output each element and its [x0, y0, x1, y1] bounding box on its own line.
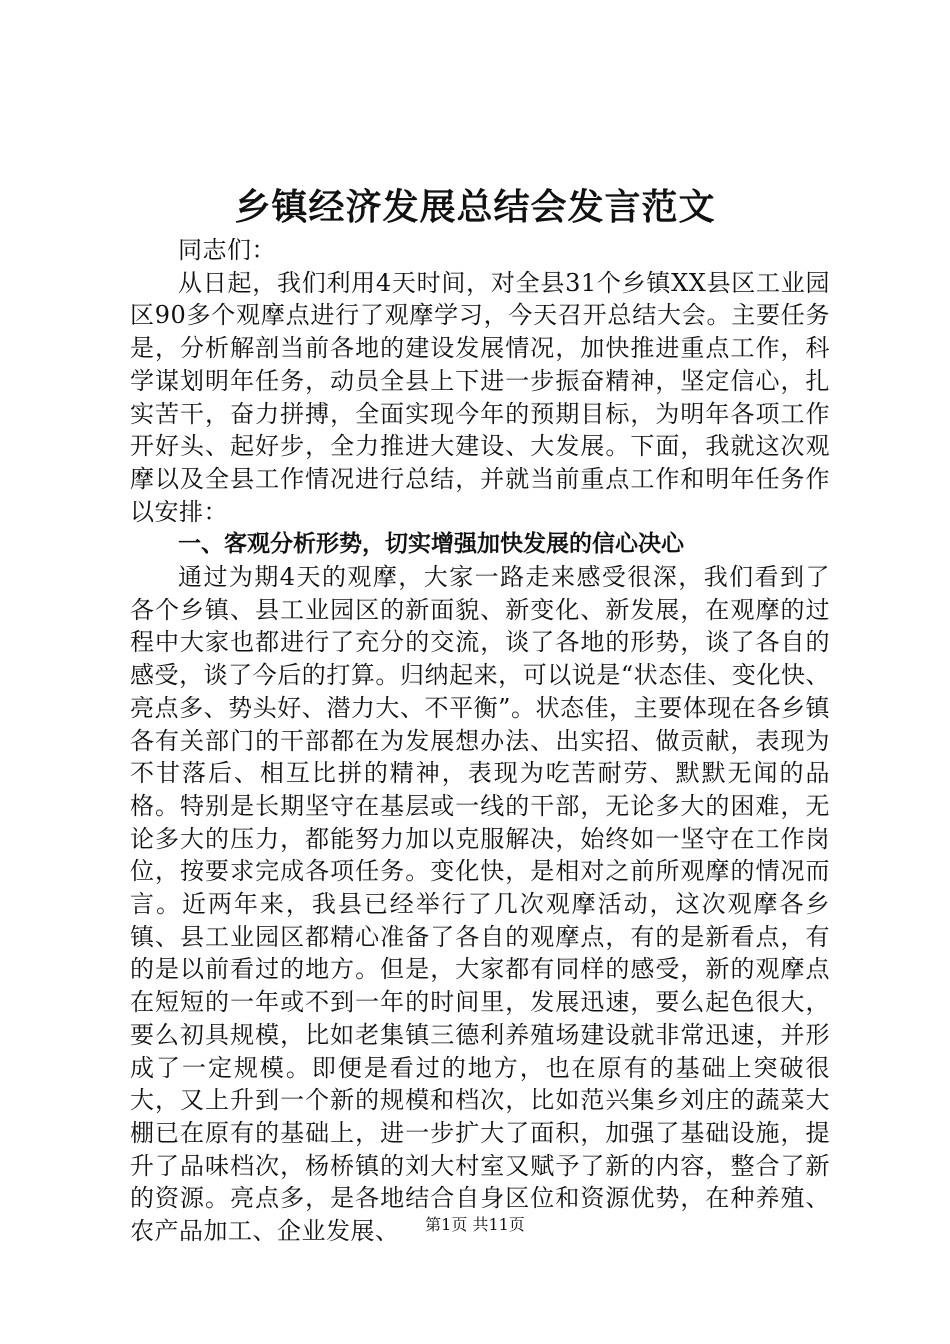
page-footer: 第1页 共11页: [425, 1215, 525, 1234]
salutation: 同志们：: [178, 236, 276, 264]
section-heading: 一、客观分析形势，切实增强加快发展的信心决心: [178, 531, 684, 558]
document-title: 乡镇经济发展总结会发言范文: [234, 187, 716, 228]
intro-paragraph: 从日起，我们利用4天时间，对全县31个乡镇XX县区工业园区90多个观摩点进行了观摩学习，今天召开总结大会。主要任务是，分析解剖当前各地的建设发展情况，加快推进重点工作，科学谋划明年任务，动员全县上下进一步振奋精神，坚定信心，扎实苦干，奋力拼搏，全面实现今年的预期目标，为明年各项工作开好头、起好步，全力推进大建设、大发展。下面，我就这次观摩以及全县工作情况进行总结，并就当前重点工作和明年任务作以安排：: [130, 268, 830, 526]
section-paragraph: 通过为期4天的观摩，大家一路走来感受很深，我们看到了各个乡镇、县工业园区的新面貌、新变化、新发展，在观摩的过程中大家也都进行了充分的交流，谈了各地的形势，谈了各自的感受，谈了今后的打算。归纳起来，可以说是“状态佳、变化快、亮点多、势头好、潜力大、不平衡”。状态佳，主要体现在各乡镇各有关部门的干部都在为发展想办法、出实招、做贡献，表现为不甘落后、相互比拼的精神，表现为吃苦耐劳、默默无闻的品格。特别是长期坚守在基层或一线的干部，无论多大的困难，无论多大的压力，都能努力加以克服解决，始终如一坚守在工作岗位，按要求完成各项任务。变化快，是相对之前所观摩的情况而言。近两年来，我县已经举行了几次观摩活动，这次观摩各乡镇、县工业园区都精心准备了各自的观摩点，有的是新看点，有的是以前看过的地方。但是，大家都有同样的感受，新的观摩点在短短的一年或不到一年的时间里，发展迅速，要么起色很大，要么初具规模，比如老集镇三德利养殖场建设就非常迅速，并形成了一定规模。即便是看过的地方，也在原有的基础上突破很大，又上升到一个新的规模和档次，比如范兴集乡刘庄的蔬菜大棚已在原有的基础上，进一步扩大了面积，加强了基础设施，提升了品味档次，杨桥镇的刘大村室又赋予了新的内容，整合了新的资源。亮点多，是各地结合自身区位和资源优势，在种养殖、农产品加工、企业发展、: [130, 563, 830, 1246]
document-body: [130, 234, 830, 1248]
